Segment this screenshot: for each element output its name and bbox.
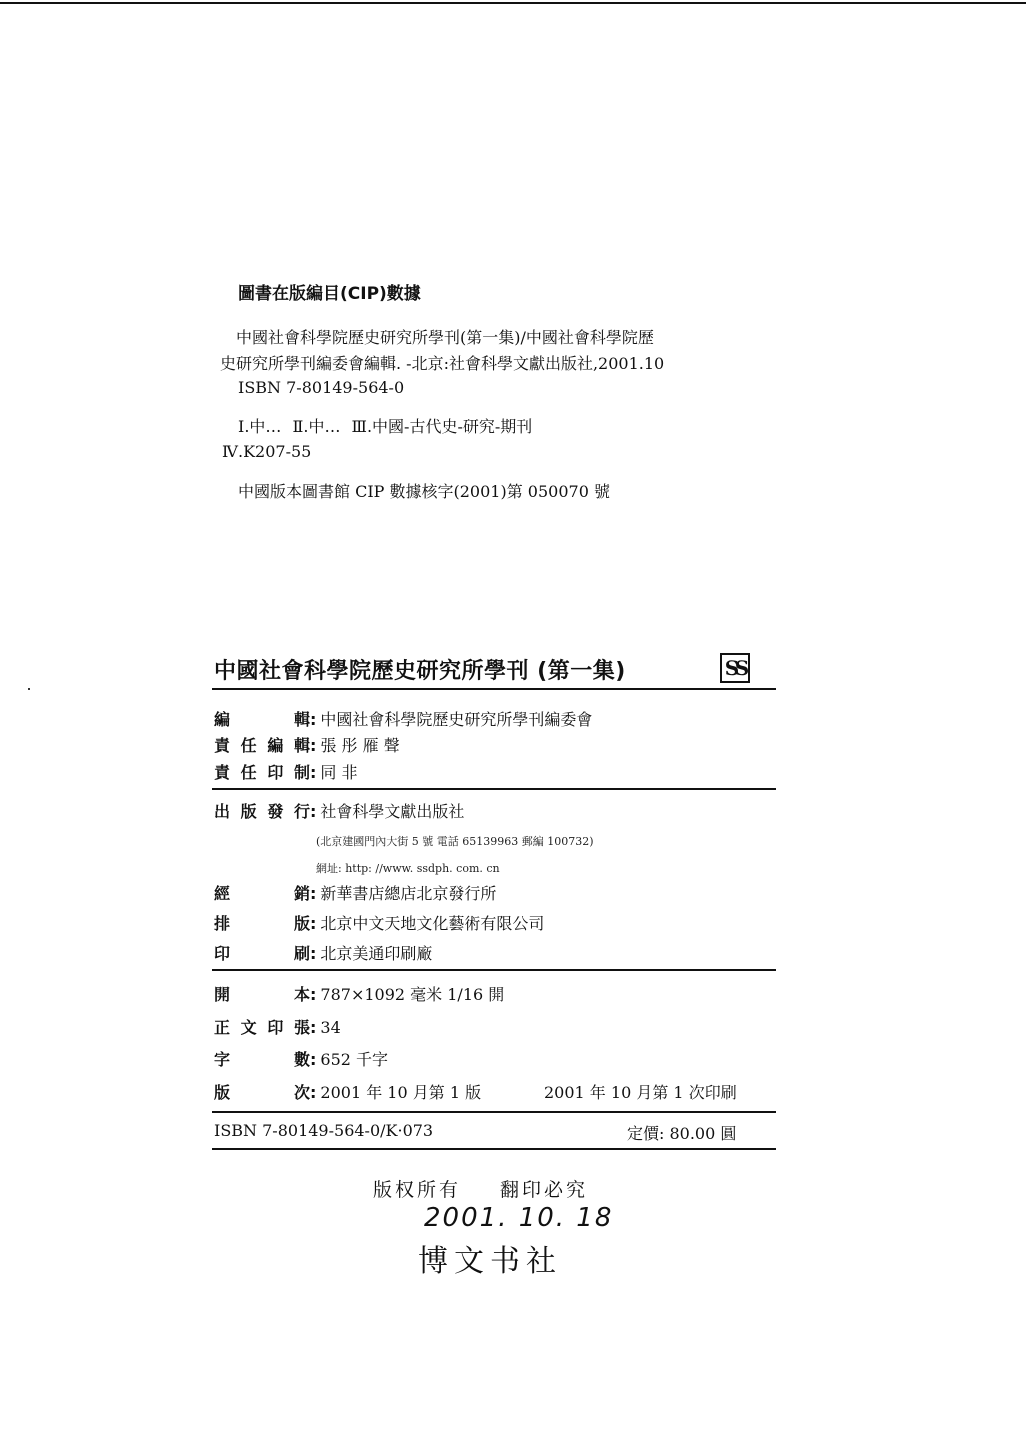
- cip-classification-line1: Ⅰ.中… Ⅱ.中… Ⅲ.中國-古代史-研究-期刊: [238, 417, 533, 436]
- words-label: 字數: [214, 1050, 310, 1069]
- section-rule-2: [212, 969, 776, 971]
- colophon-isbn: ISBN 7-80149-564-0/K·073: [214, 1121, 434, 1140]
- resp-print-value: 同 非: [320, 763, 358, 782]
- words-row: 字數: 652 千字: [214, 1047, 388, 1071]
- format-label: 開本: [214, 985, 310, 1004]
- title-rule: [212, 688, 776, 690]
- format-value: 787×1092 毫米 1/16 開: [320, 985, 505, 1004]
- edition-value: 2001 年 10 月第 1 版: [320, 1083, 482, 1102]
- distributor-row: 經銷: 新華書店總店北京發行所: [214, 881, 496, 905]
- publisher-logo-icon: SS: [720, 653, 750, 683]
- sheets-label: 正文印張: [214, 1018, 310, 1037]
- typeset-row: 排版: 北京中文天地文化藝術有限公司: [214, 911, 544, 935]
- typeset-value: 北京中文天地文化藝術有限公司: [320, 914, 545, 933]
- editor-value: 中國社會科學院歷史研究所學刊編委會: [320, 710, 593, 729]
- format-row: 開本: 787×1092 毫米 1/16 開: [214, 982, 504, 1006]
- sheets-row: 正文印張: 34: [214, 1015, 341, 1039]
- printing-value: 2001 年 10 月第 1 次印刷: [544, 1083, 737, 1102]
- cip-entry-line2: 史研究所學刊編委會編輯. -北京:社會科學文獻出版社,2001.10: [220, 354, 665, 373]
- cip-isbn: ISBN 7-80149-564-0: [238, 378, 405, 397]
- printer-row: 印刷: 北京美通印刷廠: [214, 941, 432, 965]
- distributor-label: 經銷: [214, 884, 310, 903]
- editor-label: 編輯: [214, 710, 310, 729]
- section-rule-1: [212, 788, 776, 790]
- resp-print-row: 責任印制: 同 非: [214, 760, 358, 784]
- editor-row: 編輯: 中國社會科學院歷史研究所學刊編委會: [214, 707, 592, 731]
- resp-editor-label: 責任編輯: [214, 736, 310, 755]
- scan-speck: [28, 688, 30, 690]
- bottom-rule: [212, 1148, 776, 1150]
- publisher-row: 出版發行: 社會科學文獻出版社: [214, 799, 464, 823]
- edition-row: 版次: 2001 年 10 月第 1 版: [214, 1080, 481, 1104]
- resp-editor-value: 張 彤 雁 聲: [320, 736, 400, 755]
- handwritten-date: 2001. 10. 18: [424, 1203, 614, 1233]
- publisher-address: (北京建國門內大街 5 號 電話 65139963 郵編 100732): [316, 835, 594, 848]
- edition-label: 版次: [214, 1083, 310, 1102]
- sheets-value: 34: [320, 1018, 341, 1037]
- typeset-label: 排版: [214, 914, 310, 933]
- printer-value: 北京美通印刷廠: [320, 944, 433, 963]
- cip-number: 中國版本圖書館 CIP 數據核字(2001)第 050070 號: [238, 482, 610, 501]
- printer-label: 印刷: [214, 944, 310, 963]
- copyright-notice: 版权所有 翻印必究: [373, 1179, 589, 1201]
- cip-heading: 圖書在版編目(CIP)數據: [238, 284, 421, 304]
- words-value: 652 千字: [320, 1050, 389, 1069]
- handwritten-shop-name: 博文书社: [418, 1244, 562, 1279]
- publisher-value: 社會科學文獻出版社: [320, 802, 465, 821]
- resp-editor-row: 責任編輯: 張 彤 雁 聲: [214, 733, 400, 757]
- resp-print-label: 責任印制: [214, 763, 310, 782]
- cip-classification-line2: Ⅳ.K207-55: [222, 442, 312, 461]
- price: 定價: 80.00 圓: [627, 1124, 737, 1143]
- book-title: 中國社會科學院歷史研究所學刊 (第一集): [214, 659, 626, 684]
- publisher-label: 出版發行: [214, 802, 310, 821]
- top-border: [0, 2, 1026, 4]
- cip-entry-line1: 中國社會科學院歷史研究所學刊(第一集)/中國社會科學院歷: [236, 328, 654, 347]
- section-rule-3: [212, 1111, 776, 1113]
- distributor-value: 新華書店總店北京發行所: [320, 884, 497, 903]
- publisher-website: 網址: http: //www. ssdph. com. cn: [316, 862, 500, 875]
